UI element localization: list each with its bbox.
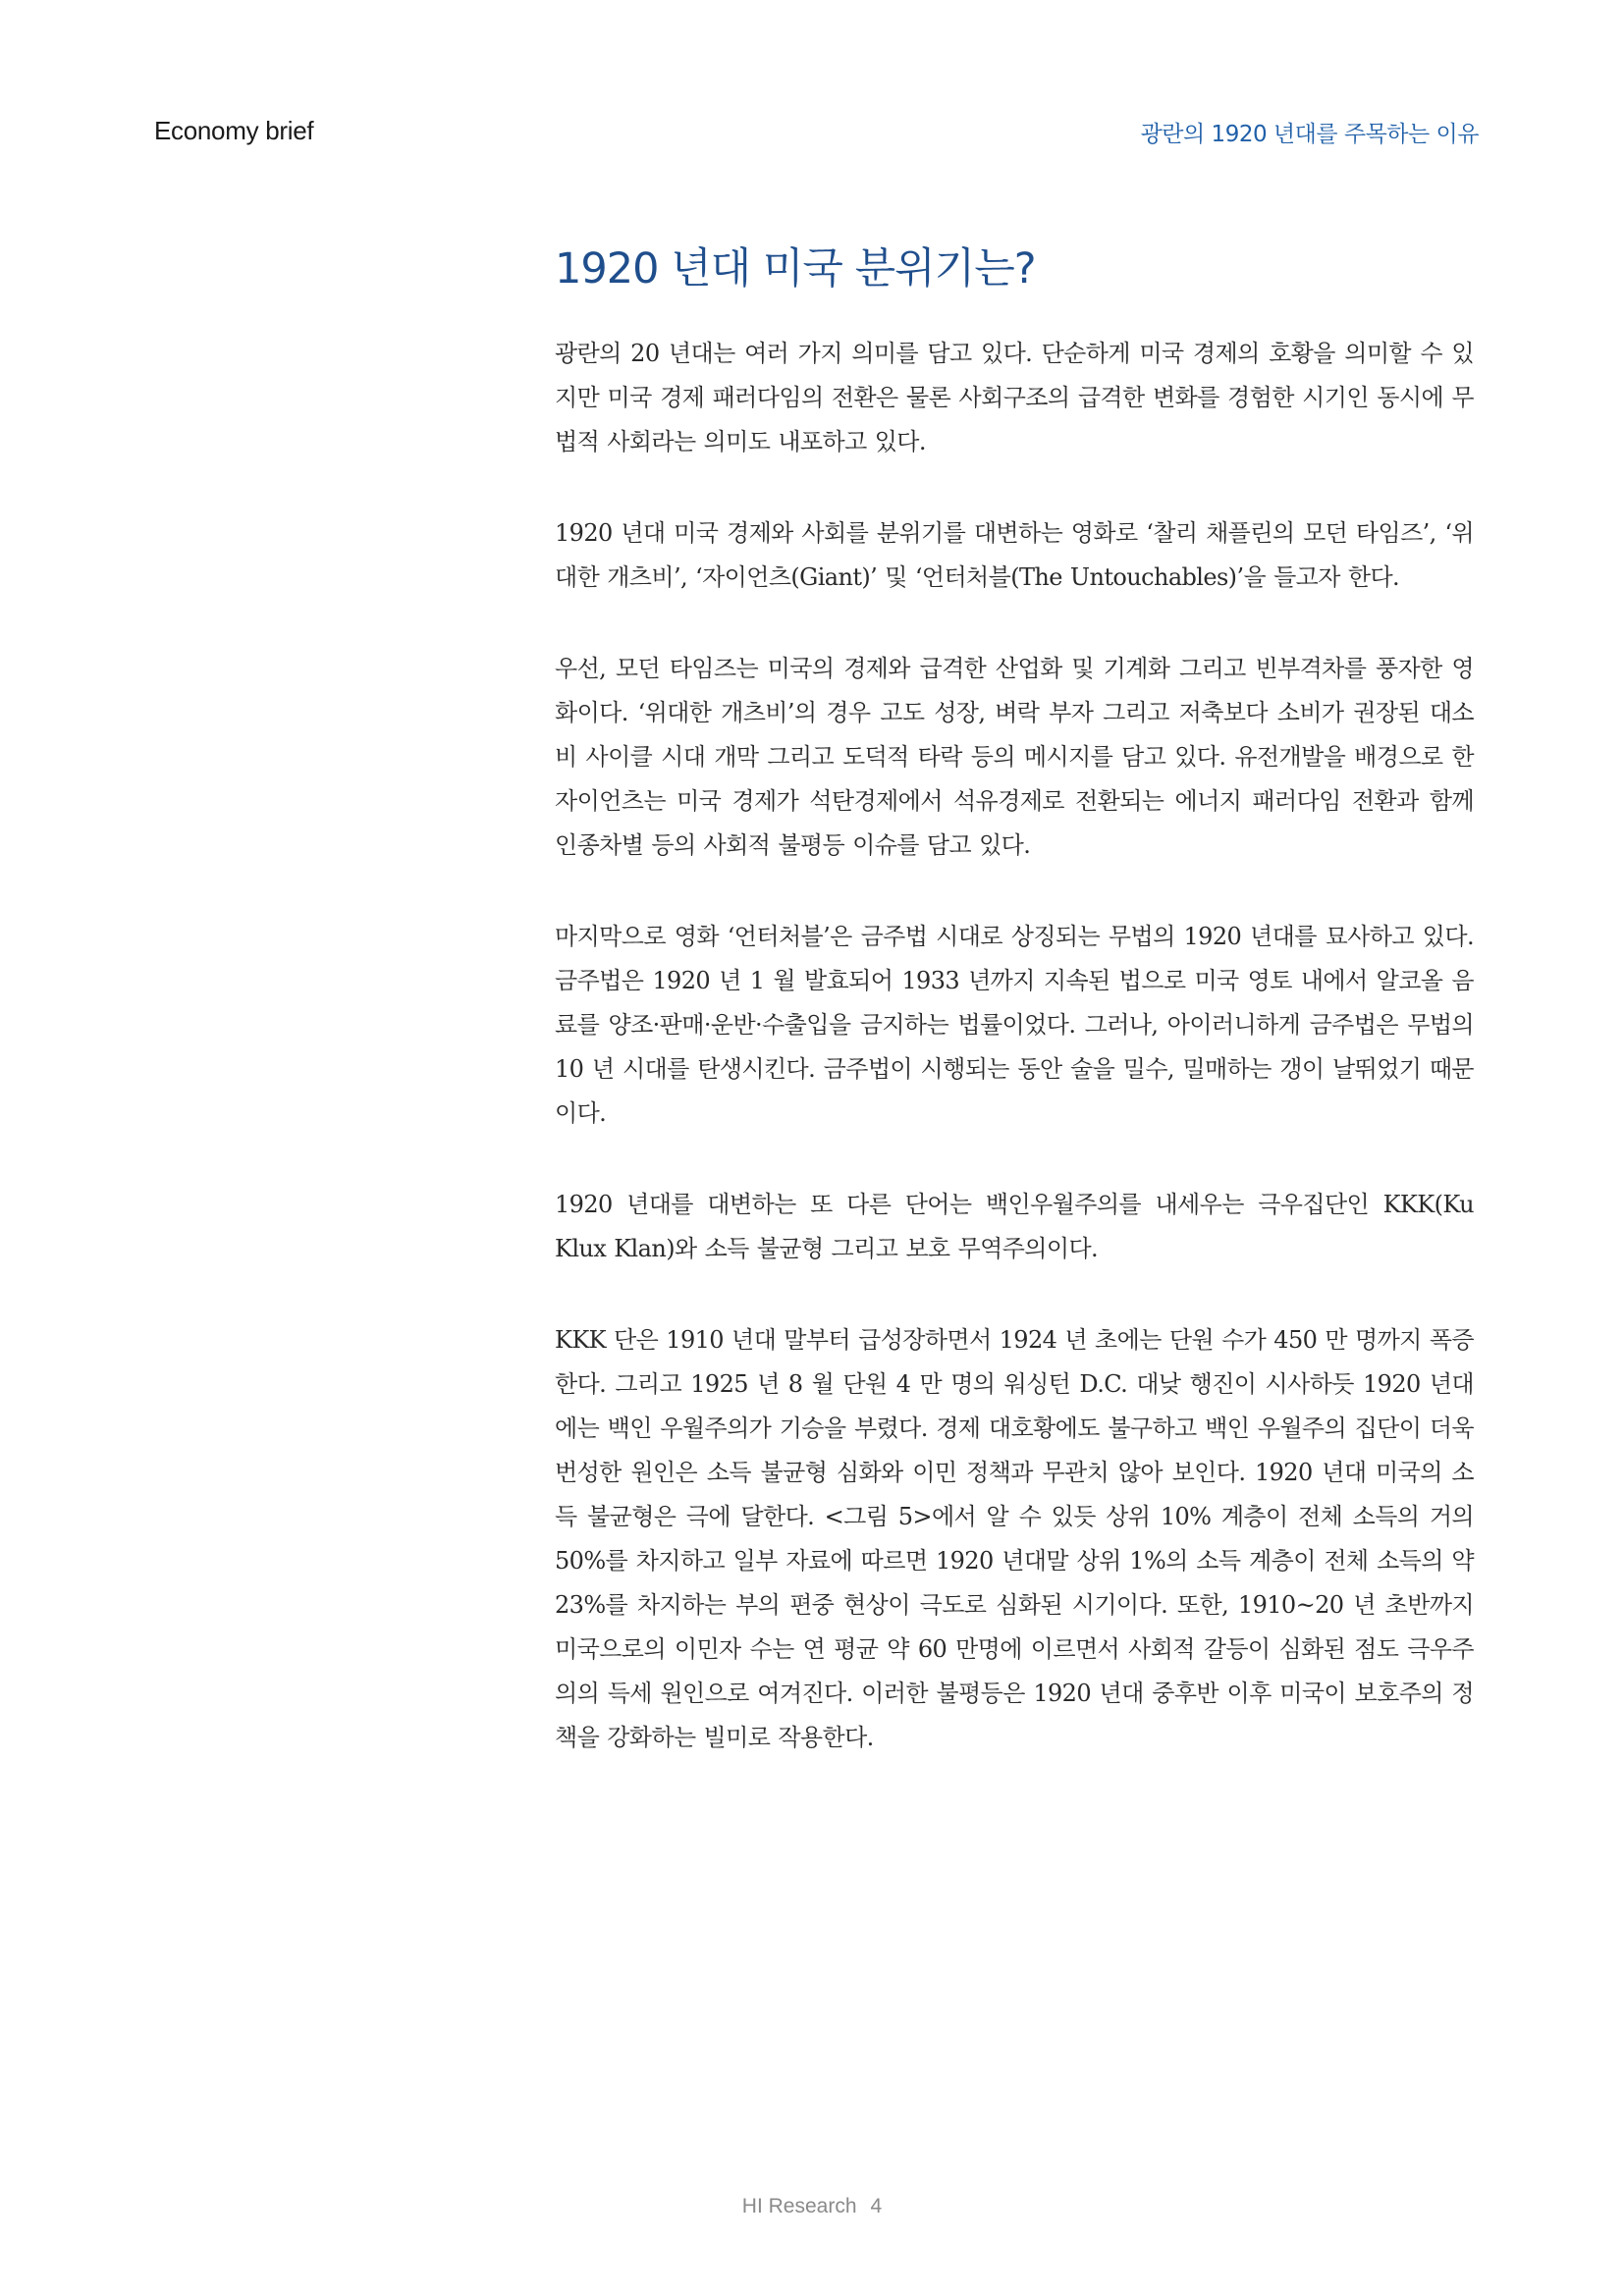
paragraph-kkk-inequality: KKK 단은 1910 년대 말부터 급성장하면서 1924 년 초에는 단원 수가 450 만 명까지 폭증한다. 그리고 1925 년 8 월 단원 4 만 명의 워싱턴 D.C. 대낮 행진이 시사하듯 1920 년대에는 백인 우월주의가 기승을 부렸다. 경제 대호황에도 불구하고 백인 우월주의 집단이 더욱 번성한 원인은 소득 불균형 심화와 이민 정책과 무관치 않아 보인다. 1920 년대 미국의 소득 불균형은 극에 달한다. <그림 5>에서 알 수 있듯 상위 10% 계층이 전체 소득의 거의 50%를 차지하고 일부 자료에 따르면 1920 년대말 상위 1%의 소득 계층이 전체 소득의 약 23%를 차지하는 부의 편중 현상이 극도로 심화된 시기이다. 또한, 1910~20 년 초반까지 미국으로의 이민자 수는 연 평균 약 60 만명에 이르면서 사회적 갈등이 심화된 점도 극우주의의 득세 원인으로 여겨진다. 이러한 불평등은 1920 년대 중후반 이후 미국이 보호주의 정책을 강화하는 빌미로 작용한다.: [555, 1326, 1474, 1751]
page-footer: [0, 2195, 1624, 2218]
header-report-title: 광란의 1920 년대를 주목하는 이유: [1140, 122, 1479, 147]
article-body: [555, 332, 1474, 1807]
paragraph-films: 1920 년대 미국 경제와 사회를 분위기를 대변하는 영화로 ‘찰리 채플린의 모던 타임즈’, ‘위대한 개츠비’, ‘자이언츠(Giant)’ 및 ‘언터처블(The Untouchables)’을 들고자 한다.: [555, 519, 1474, 591]
page-number: 4: [870, 2195, 883, 2217]
paragraph-kkk-intro: 1920 년대를 대변하는 또 다른 단어는 백인우월주의를 내세우는 극우집단인 KKK(Ku Klux Klan)와 소득 불균형 그리고 보호 무역주의이다.: [555, 1191, 1474, 1262]
footer-label: HI Research: [741, 2195, 857, 2217]
header-publication-name: Economy brief: [154, 116, 314, 145]
paragraph-untouchables: 마지막으로 영화 ‘언터처블’은 금주법 시대로 상징되는 무법의 1920 년대를 묘사하고 있다. 금주법은 1920 년 1 월 발효되어 1933 년까지 지속된 법으로 미국 영토 내에서 알코올 음료를 양조·판매·운반·수출입을 금지하는 법률이었다. 그러나, 아이러니하게 금주법은 무법의 10 년 시대를 탄생시킨다. 금주법이 시행되는 동안 술을 밀수, 밀매하는 갱이 날뛰었기 때문이다.: [555, 923, 1474, 1127]
paragraph-modern-times: 우선, 모던 타임즈는 미국의 경제와 급격한 산업화 및 기계화 그리고 빈부격차를 풍자한 영화이다. ‘위대한 개츠비’의 경우 고도 성장, 벼락 부자 그리고 저축보다 소비가 권장된 대소비 사이클 시대 개막 그리고 도덕적 타락 등의 메시지를 담고 있다. 유전개발을 배경으로 한 자이언츠는 미국 경제가 석탄경제에서 석유경제로 전환되는 에너지 패러다임 전환과 함께 인종차별 등의 사회적 불평등 이슈를 담고 있다.: [555, 655, 1474, 859]
section-title: 1920 년대 미국 분위기는?: [555, 244, 1036, 294]
paragraph-intro: 광란의 20 년대는 여러 가지 의미를 담고 있다. 단순하게 미국 경제의 호황을 의미할 수 있지만 미국 경제 패러다임의 전환은 물론 사회구조의 급격한 변화를 경험한 시기인 동시에 무법적 사회라는 의미도 내포하고 있다.: [555, 340, 1474, 455]
